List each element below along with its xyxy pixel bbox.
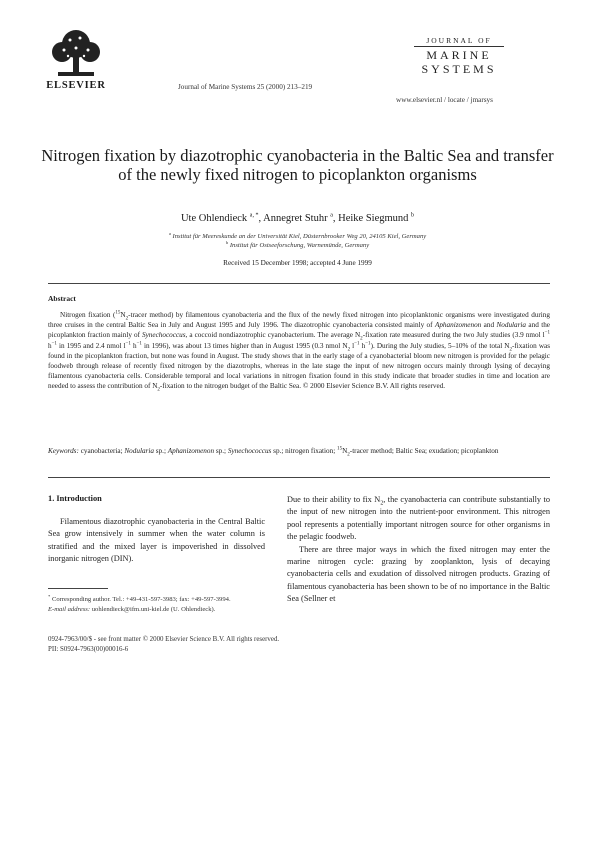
- intro-paragraph: Due to their ability to fix $N_2$, the cyanobacteria can contribute substantially to the input of new nitrogen into the nutrient-poor environment. This nitrogen pool represents a potentially important nitrogen source for other organisms in the pelagic foodweb.: [287, 495, 550, 542]
- footnote-email: [48, 605, 265, 615]
- author-name: Ute Ohlendieck: [180, 213, 248, 224]
- abstract-body: Nitrogen fixation ($^{15}N_2$-tracer method) by filamentous cyanobacteria and the flux of the newly fixed nitrogen into picoplanktonic organisms were investigated during three cruises in the central Baltic Sea in July and August 1995 and July 1996. The diazotrophic cyanobacteria consisted mainly of Aphanizomenon and Nodularia and the picoplankton fraction mainly of Synechococcus, a coccoid nondiazotrophic cyanobacterium. The average $N_2$-fixation rate measured during the two July studies (3.9 nmol $l^{-1}$ $h^{-1}$ in 1995 and 2.4 nmol $l^{-1}$ $h^{-1}$ in 1996), was about 13 times higher than in August 1995 (0.3 nmol $N_2$ $l^{-1}$ $h^{-1}$). During the July studies, 5–10% of the total $N_2$-fixation was found in the picoplankton fraction, but none was found in August. The study shows that in the early stage of a cyanobacterial bloom new nitrogen is provided for the pelagic foodweb through release of recently fixed nitrogen by the diazotrophs, whereas in the late stage the input of new nitrogen occurs mainly through lysing of decaying filamentous cyanobacteria cells. Considerable temporal and local variations in nitrogen fixation found in this study indicate that broader studies in time and location are needed to assess the contribution of $N_2$-fixation to the nitrogen budget of the Baltic Sea. © 2000 Elsevier Science B.V. All rights reserved.: [48, 310, 550, 393]
- divider: [48, 283, 550, 284]
- affiliation-mark: a: [168, 230, 171, 236]
- author-affiliation-mark[interactable]: b: [411, 212, 415, 219]
- article-title: Nitrogen fixation by diazotrophic cyanobacteria in the Baltic Sea and transfer of the newly fixed nitrogen to picoplankton organisms: [41, 146, 554, 184]
- section-heading: 1. Introduction: [48, 494, 102, 503]
- affiliation-text: Institut für Meereskunde an der Universität Kiel, Düsternbrooker Weg 20, 24105 Kiel, Germany: [172, 233, 427, 240]
- author-name: Annegret Stuhr: [263, 213, 328, 224]
- page-footer: [48, 635, 279, 654]
- author-affiliation-mark[interactable]: a: [330, 212, 333, 219]
- author-affiliation-mark[interactable]: a, *: [249, 212, 259, 219]
- intro-paragraph: Filamentous diazotrophic cyanobacteria in the Central Baltic Sea grow intensively in summer when the water column is stratified and the mixed layer is impoverished in dissolved inorganic nitrogen (DIN).: [48, 517, 265, 564]
- journal-citation: Journal of Marine Systems 25 (2000) 213–219: [178, 83, 313, 91]
- abstract-heading: Abstract: [48, 294, 76, 303]
- footnote-contact: [48, 595, 265, 605]
- footnote-divider: [48, 588, 108, 589]
- affiliation-mark: b: [225, 239, 229, 245]
- corresponding-author-footnote: [48, 595, 265, 614]
- journal-logo-top: JOURNAL OF: [414, 36, 504, 47]
- footnote-mark: *: [48, 593, 51, 599]
- journal-logo-line1: MARINE: [426, 48, 492, 62]
- copyright-line: 0924-7963/00/$ - see front matter © 2000 Elsevier Science B.V. All rights reserved.: [48, 636, 280, 643]
- author-name: Heike Siegmund: [338, 213, 409, 224]
- author-list: Ute Ohlendieck $^{a, *}$, Annegret Stuhr $^a$, Heike Siegmund $^b$: [180, 212, 415, 224]
- keywords-label: Keywords:: [48, 447, 79, 455]
- journal-url[interactable]: www.elsevier.nl / locate / jmarsys: [396, 96, 493, 104]
- journal-logo: [414, 36, 504, 75]
- email-address[interactable]: uohlendieck@ifm.uni-kiel.de (U. Ohlendieck).: [91, 605, 216, 613]
- journal-header: [0, 0, 595, 115]
- affiliation-b: [40, 239, 555, 249]
- footnote-text: Corresponding author. Tel.: +49-431-597-3983; fax: +49-597-3994.: [51, 596, 231, 603]
- keywords: Keywords: cyanobacteria; Nodularia sp.; Aphanizomenon sp.; Synechococcus sp.; nitrogen fixation; $^{15}N_2$-tracer method; Baltic Sea; exudation; picoplankton: [48, 446, 499, 458]
- intro-column-right: [287, 494, 550, 606]
- affiliation-text: Institut für Ostseeforschung, Warnemünde, Germany: [229, 242, 370, 249]
- divider: [48, 477, 550, 478]
- affiliation-a: [40, 230, 555, 240]
- pii-line: PII: S0924-7963(00)00016-6: [48, 645, 129, 653]
- email-label: E-mail address:: [48, 605, 91, 613]
- publisher-name: ELSEVIER: [46, 80, 106, 91]
- intro-paragraph: There are three major ways in which the fixed nitrogen may enter the marine nitrogen cycle: grazing by zooplankton, lysis of decaying cyanobacteria cells and exudation of dissolved nitrogen products. Grazing of filamentous cyanobacteria has been shown to be of no importance in the Baltic Sea (Sellner et: [287, 544, 550, 604]
- received-dates: Received 15 December 1998; accepted 4 June 1999: [223, 259, 372, 267]
- journal-logo-line2: SYSTEMS: [421, 62, 497, 76]
